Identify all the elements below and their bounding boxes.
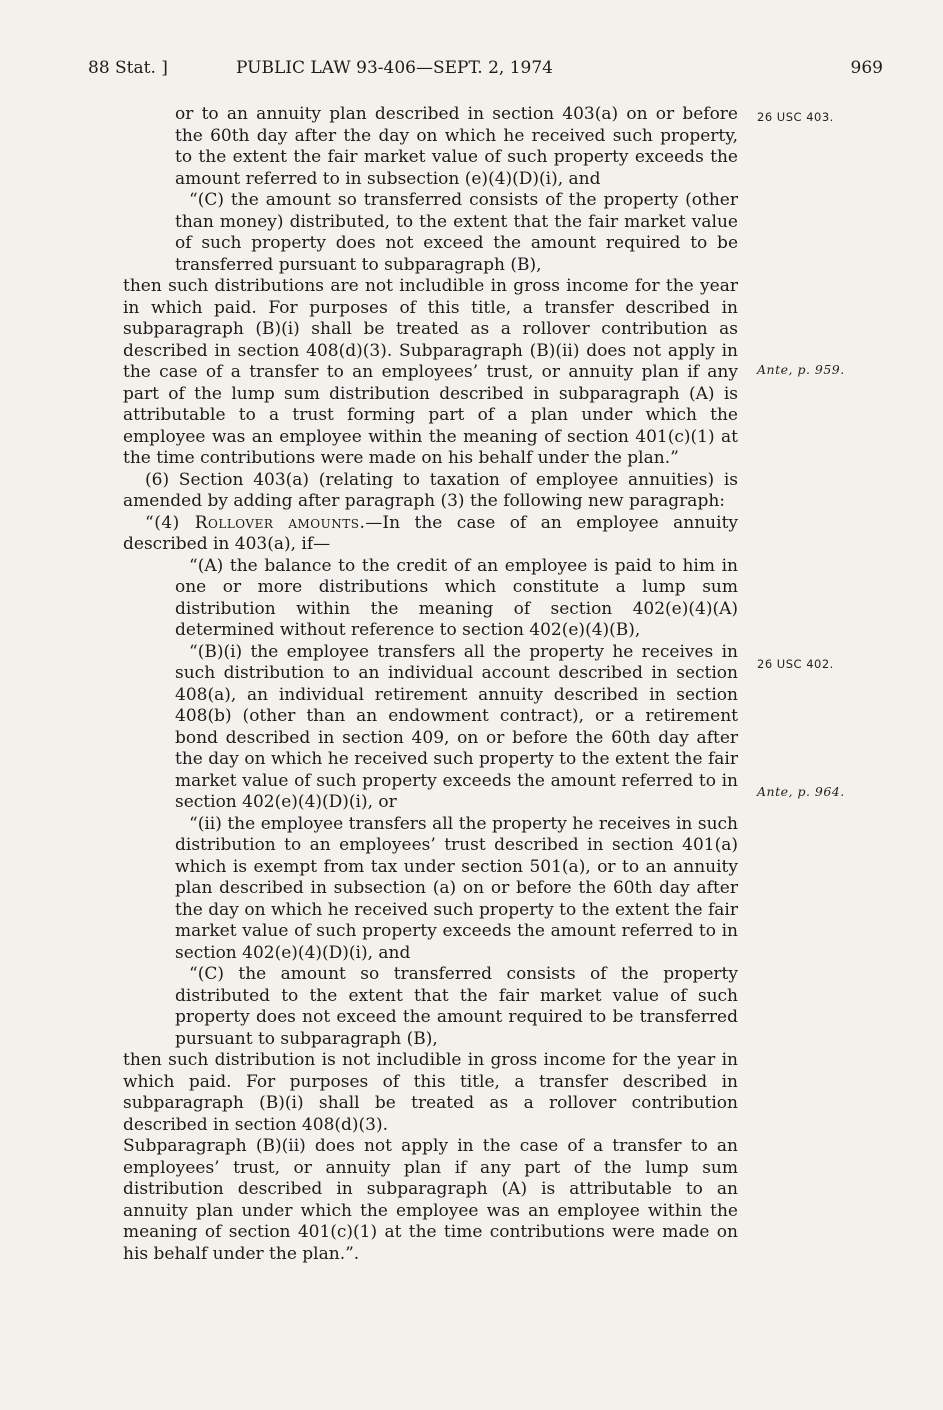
margin-note-26-usc-402: 26 USC 402. — [757, 657, 834, 671]
margin-note-ante-964: Ante, p. 964. — [757, 784, 845, 799]
page-header — [88, 58, 883, 88]
paragraph-then-clause: then such distribution is not includible in gross income for the year in which paid. For purposes of this title, a transfer described in subparagraph (B)(i) shall be treated as a rollover contribution described in section 408(d)(3). — [123, 1050, 738, 1135]
rollover-text: —In the case of an employee annuity described in 403(a), if— — [123, 512, 739, 554]
running-title: PUBLIC LAW 93-406—SEPT. 2, 1974 — [236, 58, 553, 78]
paragraph-rollover-amounts — [123, 513, 738, 556]
paragraph-final: Subparagraph (B)(ii) does not apply in the case of a transfer to an employees’ trust, or annuity plan if any part of the lump sum distribution described in subparagraph (A) is attributable to an annuity plan under which the employee was an employee within the meaning of section 401(c)(1) at the time contributions were made on his behalf under the plan.”. — [123, 1136, 738, 1264]
body-text — [123, 104, 738, 1265]
paragraph-section-6: (6) Section 403(a) (relating to taxation of employee annuities) is amended by adding after paragraph (3) the following new paragraph: — [123, 469, 738, 511]
page-number: 969 — [850, 58, 883, 78]
paragraph-sub-b-ii: “(ii) the employee transfers all the property he receives in such distribution to an employees’ trust described in section 401(a) which is exempt from tax under section 501(a), or to an annuity plan described in subsection (a) on or before the 60th day after the day on which he received such property to the extent the fair market value of such property exceeds the amount referred to in section 402(e)(4)(D)(i), and — [175, 813, 738, 963]
paragraph-subparagraph-c: “(C) the amount so transferred consists of the property (other than money) distributed, to the extent that the fair market value of such property does not exceed the amount required to be transferred pursuant to subparagraph (B), — [175, 190, 738, 275]
paragraph-closing: then such distributions are not includible in gross income for the year in which paid. For purposes of this title, a transfer described in subparagraph (B)(i) shall be treated as a rollover contribution as described in section 408(d)(3). Subparagraph (B)(ii) does not apply in the case of a transfer to an employees’ trust, or annuity plan if any part of the lump sum distribution described in subparagraph (A) is attributable to a trust forming part of a plan under which the employee was an employee within the meaning of section 401(c)(1) at the time contributions were made on his behalf under the plan.” — [123, 276, 738, 468]
margin-note-ante-959: Ante, p. 959. — [757, 362, 845, 377]
margin-note-26-usc-403: 26 USC 403. — [757, 110, 834, 124]
rollover-heading: “(4) Rollover amounts. — [145, 512, 366, 533]
paragraph-sub-c: “(C) the amount so transferred consists of the property distributed to the extent that the fair market value of such property does not exceed the amount required to be transferred pursuant to subparagraph (B), — [175, 964, 738, 1049]
paragraph-sub-b-i: “(B)(i) the employee transfers all the property he receives in such distribution to an individual account described in section 408(a), an individual retirement annuity described in section 408(b) (other than an endowment contract), or a retirement bond described in section 409, on or before the 60th day after the day on which he received such property to the extent the fair market value of such property exceeds the amount referred to in section 402(e)(4)(D)(i), or — [175, 641, 738, 812]
statute-reference: 88 Stat. ] — [88, 58, 168, 78]
paragraph-sub-a: “(A) the balance to the credit of an employee is paid to him in one or more distributions which constitute a lump sum distribution within the meaning of section 402(e)(4)(A) determined without reference to section 402(e)(4)(B), — [175, 555, 738, 640]
paragraph-continuation: or to an annuity plan described in section 403(a) on or before the 60th day after the day on which he received such property, to the extent the fair market value of such property exceeds the amount referred to in subsection (e)(4)(D)(i), and — [175, 104, 738, 189]
